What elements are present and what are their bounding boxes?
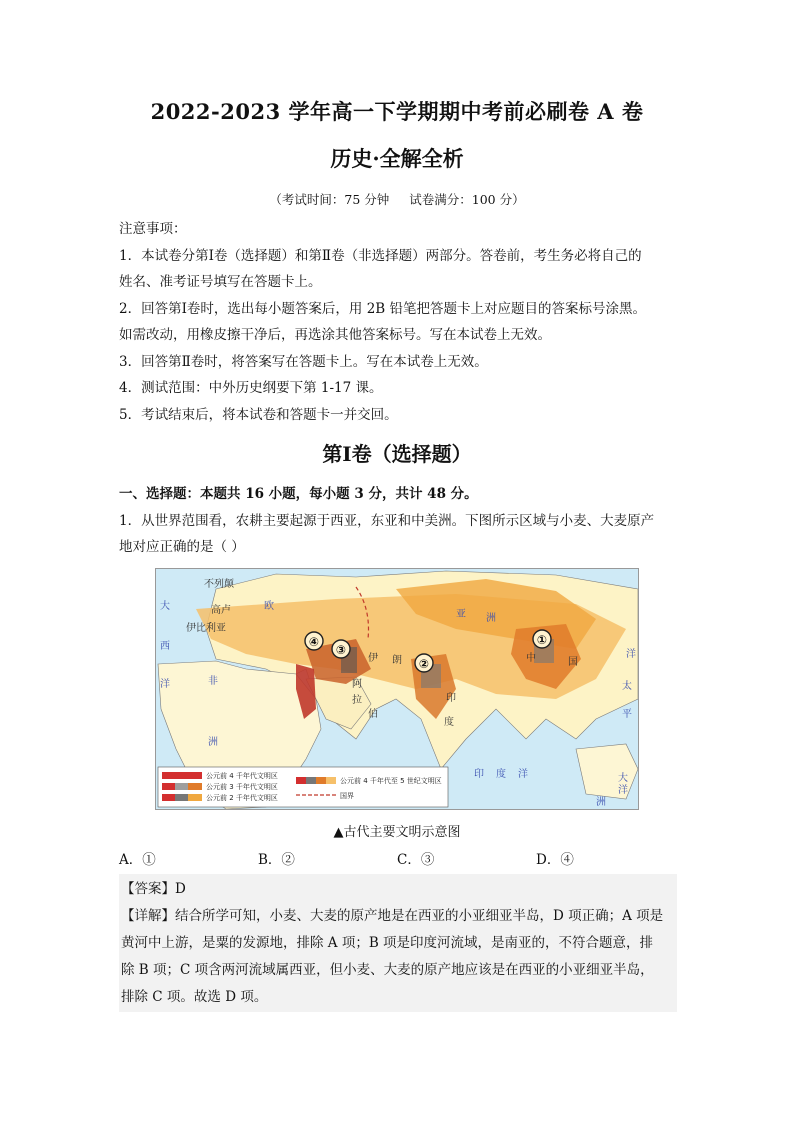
answer-explanation-box	[119, 874, 677, 1012]
marker-label: ④	[308, 635, 320, 649]
legend-swatch	[162, 772, 202, 779]
map-label: 印	[474, 769, 484, 780]
marker-4	[305, 632, 323, 650]
map-label: 度	[496, 769, 506, 780]
legend-swatch	[326, 777, 336, 784]
marker-label: ②	[418, 657, 430, 671]
question-1-stem	[119, 508, 679, 560]
question-line: 1．从世界范围看，农耕主要起源于西亚，东亚和中美洲。下图所示区域与小麦、大麦原产	[119, 513, 655, 529]
legend-swatch	[162, 783, 175, 790]
map-label: 洋	[626, 649, 636, 660]
legend-label: 公元前 3 千年代文明区	[206, 783, 278, 791]
map-label: 度	[444, 717, 454, 728]
marker-3	[332, 640, 350, 658]
map-label: 伊比利亚	[186, 623, 226, 634]
notes-item: 姓名、准考证号填写在答题卡上。	[119, 274, 322, 290]
notes-heading: 注意事项：	[119, 221, 187, 237]
map-label: 平	[622, 709, 632, 720]
legend-swatch	[162, 794, 175, 801]
marker-label: ③	[335, 643, 347, 657]
option-d: D．④	[536, 852, 574, 868]
notes-item: 5．考试结束后，将本试卷和答题卡一并交回。	[119, 406, 398, 423]
map-label: 洋	[618, 785, 628, 796]
map-label: 洋	[160, 679, 170, 690]
map-label: 太	[622, 681, 632, 692]
notes-item: 2．回答第Ⅰ卷时，选出每小题答案后，用 2B 铅笔把答题卡上对应题目的答案标号涂黑。	[119, 300, 647, 317]
marker-1	[533, 630, 551, 648]
map-label: 欧	[264, 601, 274, 612]
map-label: 印	[446, 693, 456, 704]
map-label: 大	[618, 773, 628, 784]
map-label: 阿	[352, 679, 362, 690]
map-label: 非	[208, 676, 218, 687]
explain-line: 排除 C 项。故选 D 项。	[121, 989, 268, 1005]
exam-info	[0, 190, 794, 208]
map-label: 中	[526, 653, 536, 664]
explain-line: 除 B 项；C 项含两河流域属西亚，但小麦、大麦的原产地应该是在西亚的小亚细亚半岛，	[121, 962, 654, 978]
map-legend	[158, 767, 448, 807]
map-label: 洲	[596, 797, 606, 808]
option-b: B．②	[258, 852, 295, 868]
map-label: 洋	[518, 769, 528, 780]
legend-swatch	[188, 794, 202, 801]
legend-swatch	[306, 777, 316, 784]
legend-label: 公元前 2 千年代文明区	[206, 794, 278, 802]
map-label: 伊	[368, 653, 378, 664]
answer-line: 【答案】D	[121, 881, 186, 897]
map-label: 拉	[352, 695, 362, 706]
part-title: 一、选择题：本题共 16 小题，每小题 3 分，共计 48 分。	[119, 486, 478, 502]
map-label: 伯	[368, 709, 378, 720]
map-label: 亚	[456, 609, 466, 620]
marker-2	[415, 654, 433, 672]
legend-swatch	[175, 783, 188, 790]
australia-land	[576, 744, 638, 799]
explain-line: 【详解】结合所学可知，小麦、大麦的原产地是在西亚的小亚细亚半岛，D 项正确；A 项是	[121, 908, 664, 924]
explain-line: 黄河中上游，是粟的发源地，排除 A 项；B 项是印度河流域，是南亚的，不符合题意，排	[121, 935, 654, 951]
legend-swatch	[188, 783, 202, 790]
ancient-civilizations-map	[155, 568, 639, 810]
question-line: 地对应正确的是（ ）	[119, 539, 245, 555]
map-caption: ▲古代主要文明示意图	[333, 825, 461, 840]
legend-swatch	[296, 777, 306, 784]
legend-swatch	[175, 794, 188, 801]
map-label: 国	[568, 657, 578, 668]
notes-item: 3．回答第Ⅱ卷时，将答案写在答题卡上。写在本试卷上无效。	[119, 353, 488, 370]
notes-item: 1．本试卷分第Ⅰ卷（选择题）和第Ⅱ卷（非选择题）两部分。答卷前，考生务必将自己的	[119, 247, 642, 264]
map-label: 朗	[392, 655, 402, 666]
exam-score: 试卷满分：100 分）	[409, 192, 525, 207]
map-label: 高卢	[211, 605, 231, 616]
map-label: 西	[160, 641, 170, 652]
option-a: A．①	[119, 852, 156, 868]
option-c: C．③	[397, 852, 435, 868]
notes-block	[119, 216, 679, 428]
section-title: 第Ⅰ卷（选择题）	[322, 442, 472, 466]
notes-item: 4．测试范围：中外历史纲要下第 1-17 课。	[119, 380, 383, 396]
legend-label: 公元前 4 千年代文明区	[206, 772, 278, 780]
legend-label: 公元前 4 千年代至 5 世纪文明区	[340, 777, 442, 785]
legend-label: 国界	[340, 792, 354, 800]
exam-subtitle: 历史·全解全析	[330, 146, 464, 171]
map-label: 洲	[208, 737, 218, 748]
notes-item: 如需改动，用橡皮擦干净后，再选涂其他答案标号。写在本试卷上无效。	[119, 327, 551, 343]
map-label: 大	[160, 601, 170, 612]
map-label: 洲	[486, 613, 496, 624]
exam-title: 2022-2023 学年高一下学期期中考前必刷卷 A 卷	[150, 99, 644, 124]
legend-swatch	[316, 777, 326, 784]
map-label: 不列颠	[204, 579, 234, 590]
marker-label: ①	[536, 633, 548, 647]
exam-time: （考试时间：75 分钟	[269, 192, 390, 207]
